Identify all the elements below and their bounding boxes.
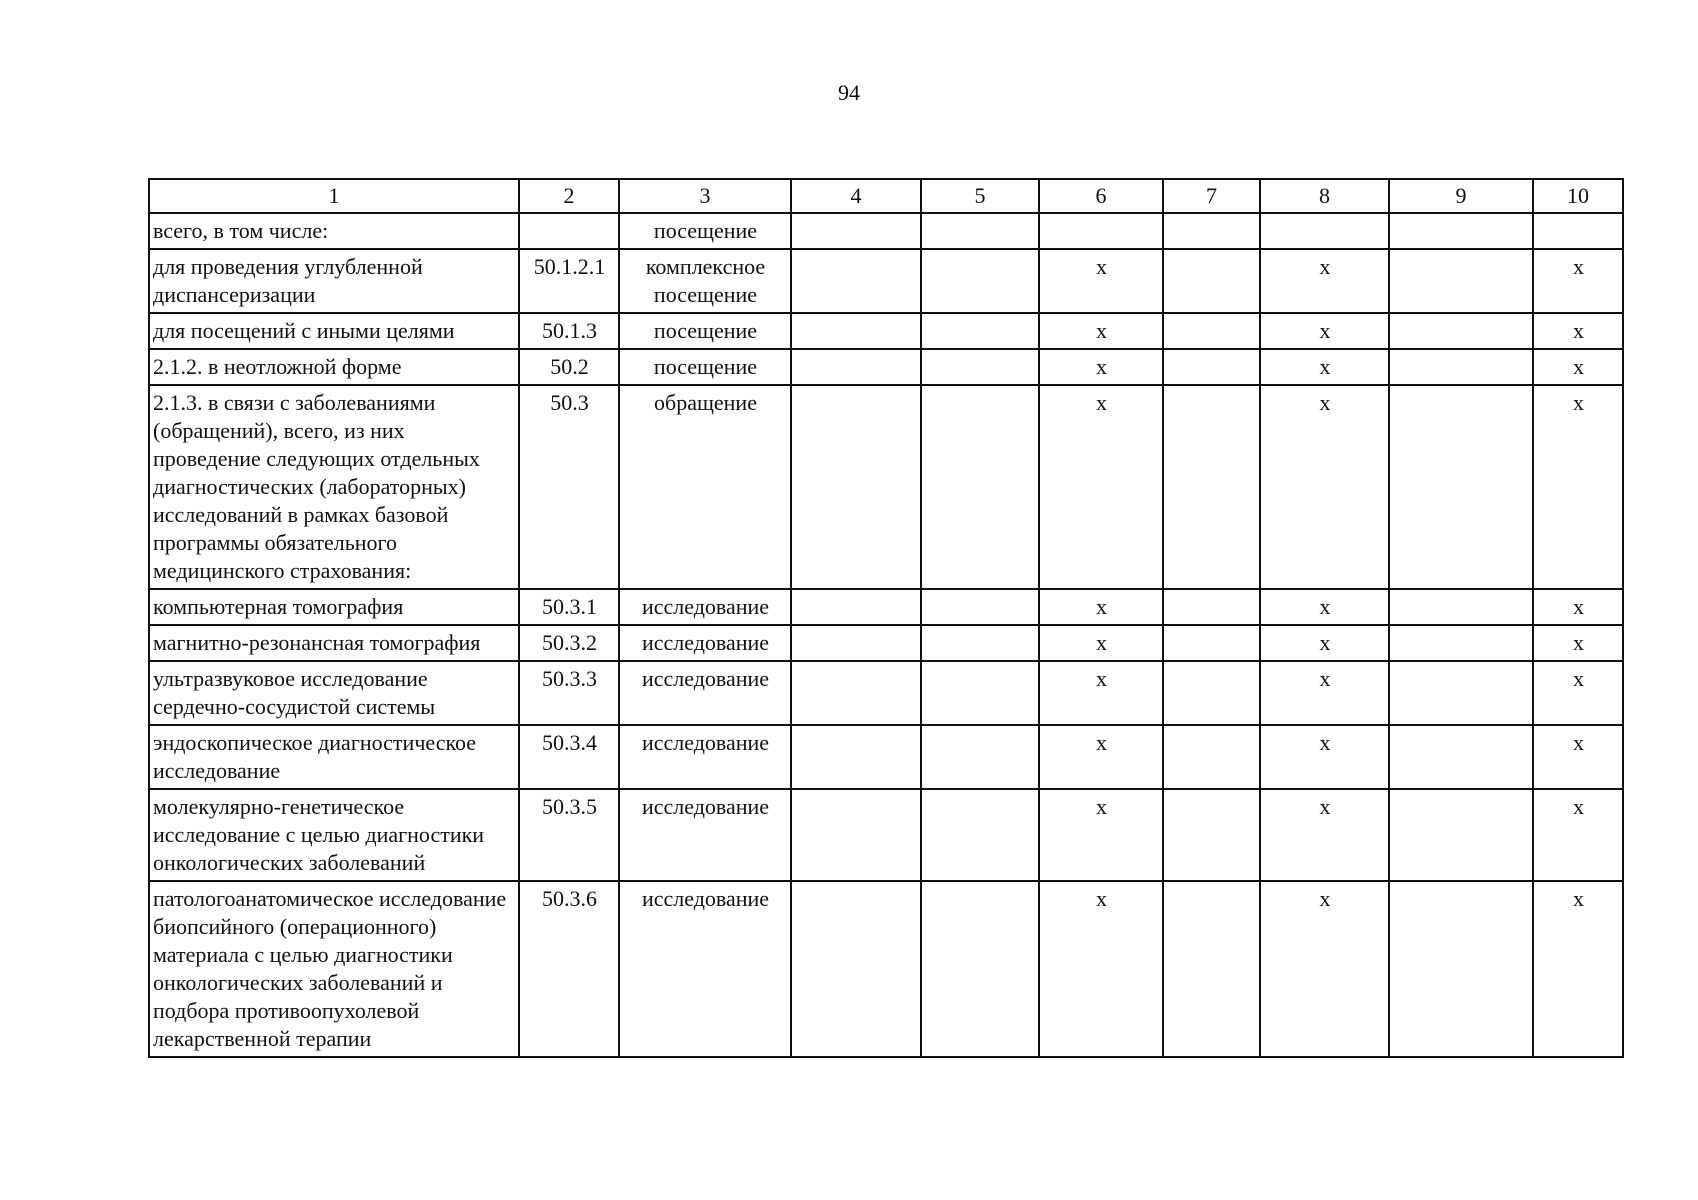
row-cell-col10: x <box>1533 385 1623 589</box>
row-cell-col4 <box>791 881 921 1057</box>
row-cell-col8: x <box>1260 589 1389 625</box>
row-cell-col6: x <box>1039 661 1163 725</box>
row-cell-col5 <box>921 313 1039 349</box>
row-cell-col10 <box>1533 213 1623 249</box>
table-row <box>149 789 1623 881</box>
row-cell-col6 <box>1039 213 1163 249</box>
header-row <box>149 179 1623 213</box>
row-cell-col8: x <box>1260 625 1389 661</box>
row-cell-col10: x <box>1533 589 1623 625</box>
row-cell-col6: x <box>1039 789 1163 881</box>
row-code-cell: 50.3.2 <box>519 625 619 661</box>
row-cell-col5 <box>921 881 1039 1057</box>
row-cell-col4 <box>791 661 921 725</box>
row-cell-col9 <box>1389 349 1533 385</box>
row-cell-col4 <box>791 725 921 789</box>
row-cell-col4 <box>791 249 921 313</box>
table-row <box>149 881 1623 1057</box>
column-header: 2 <box>519 179 619 213</box>
page-number: 94 <box>838 80 860 105</box>
table-row <box>149 349 1623 385</box>
table-row <box>149 625 1623 661</box>
row-cell-col9 <box>1389 789 1533 881</box>
row-cell-col7 <box>1163 313 1260 349</box>
row-code-cell: 50.1.2.1 <box>519 249 619 313</box>
row-cell-col9 <box>1389 881 1533 1057</box>
row-cell-col9 <box>1389 725 1533 789</box>
row-name-cell: ультразвуковое исследование сердечно-сосудистой системы <box>149 661 519 725</box>
row-cell-col10: x <box>1533 881 1623 1057</box>
row-cell-col4 <box>791 349 921 385</box>
table-row <box>149 313 1623 349</box>
row-cell-col8: x <box>1260 313 1389 349</box>
row-unit-cell: посещение <box>619 349 791 385</box>
row-code-cell: 50.3.4 <box>519 725 619 789</box>
row-cell-col10: x <box>1533 313 1623 349</box>
table-row <box>149 725 1623 789</box>
table-row <box>149 213 1623 249</box>
row-code-cell: 50.3 <box>519 385 619 589</box>
row-cell-col7 <box>1163 661 1260 725</box>
row-cell-col7 <box>1163 789 1260 881</box>
row-name-cell: эндоскопическое диагностическое исследование <box>149 725 519 789</box>
row-cell-col4 <box>791 313 921 349</box>
row-code-cell: 50.3.1 <box>519 589 619 625</box>
column-header: 8 <box>1260 179 1389 213</box>
row-code-cell: 50.1.3 <box>519 313 619 349</box>
row-cell-col8: x <box>1260 349 1389 385</box>
row-cell-col8: x <box>1260 249 1389 313</box>
row-cell-col9 <box>1389 313 1533 349</box>
column-header: 5 <box>921 179 1039 213</box>
row-cell-col7 <box>1163 213 1260 249</box>
row-cell-col8 <box>1260 213 1389 249</box>
row-cell-col7 <box>1163 725 1260 789</box>
row-cell-col6: x <box>1039 625 1163 661</box>
row-cell-col5 <box>921 249 1039 313</box>
row-unit-cell: исследование <box>619 881 791 1057</box>
table-row <box>149 661 1623 725</box>
row-cell-col10: x <box>1533 625 1623 661</box>
row-code-cell: 50.3.3 <box>519 661 619 725</box>
row-unit-cell: исследование <box>619 661 791 725</box>
row-cell-col4 <box>791 589 921 625</box>
row-cell-col6: x <box>1039 313 1163 349</box>
row-cell-col6: x <box>1039 249 1163 313</box>
row-name-cell: компьютерная томография <box>149 589 519 625</box>
row-unit-cell: исследование <box>619 625 791 661</box>
row-cell-col7 <box>1163 625 1260 661</box>
row-code-cell: 50.3.6 <box>519 881 619 1057</box>
table-body <box>149 213 1623 1057</box>
row-cell-col10: x <box>1533 725 1623 789</box>
column-header: 4 <box>791 179 921 213</box>
row-cell-col8: x <box>1260 661 1389 725</box>
row-cell-col6: x <box>1039 349 1163 385</box>
row-code-cell: 50.3.5 <box>519 789 619 881</box>
row-name-cell: 2.1.2. в неотложной форме <box>149 349 519 385</box>
column-header: 7 <box>1163 179 1260 213</box>
row-cell-col7 <box>1163 881 1260 1057</box>
row-cell-col9 <box>1389 625 1533 661</box>
row-cell-col10: x <box>1533 249 1623 313</box>
row-unit-cell: посещение <box>619 213 791 249</box>
row-unit-cell: обращение <box>619 385 791 589</box>
row-cell-col5 <box>921 349 1039 385</box>
table-row <box>149 385 1623 589</box>
row-code-cell: 50.2 <box>519 349 619 385</box>
row-cell-col6: x <box>1039 725 1163 789</box>
row-cell-col5 <box>921 213 1039 249</box>
row-name-cell: для посещений с иными целями <box>149 313 519 349</box>
column-header: 10 <box>1533 179 1623 213</box>
row-unit-cell: комплексное посещение <box>619 249 791 313</box>
row-unit-cell: исследование <box>619 789 791 881</box>
row-name-cell: для проведения углубленной диспансеризации <box>149 249 519 313</box>
row-cell-col5 <box>921 789 1039 881</box>
row-cell-col4 <box>791 385 921 589</box>
row-cell-col8: x <box>1260 725 1389 789</box>
table-row <box>149 249 1623 313</box>
row-cell-col4 <box>791 625 921 661</box>
row-cell-col9 <box>1389 249 1533 313</box>
row-unit-cell: посещение <box>619 313 791 349</box>
row-cell-col10: x <box>1533 661 1623 725</box>
row-cell-col7 <box>1163 589 1260 625</box>
column-header: 1 <box>149 179 519 213</box>
row-name-cell: молекулярно-генетическое исследование с целью диагностики онкологических заболеваний <box>149 789 519 881</box>
row-cell-col8: x <box>1260 881 1389 1057</box>
row-cell-col5 <box>921 589 1039 625</box>
row-cell-col8: x <box>1260 385 1389 589</box>
row-name-cell: всего, в том числе: <box>149 213 519 249</box>
data-table <box>148 178 1624 1058</box>
row-cell-col9 <box>1389 213 1533 249</box>
row-cell-col4 <box>791 213 921 249</box>
row-cell-col6: x <box>1039 589 1163 625</box>
row-cell-col7 <box>1163 249 1260 313</box>
row-cell-col7 <box>1163 349 1260 385</box>
row-cell-col5 <box>921 625 1039 661</box>
column-header: 9 <box>1389 179 1533 213</box>
row-cell-col10: x <box>1533 789 1623 881</box>
row-cell-col9 <box>1389 589 1533 625</box>
row-cell-col8: x <box>1260 789 1389 881</box>
row-cell-col5 <box>921 385 1039 589</box>
row-name-cell: 2.1.3. в связи с заболеваниями (обращений), всего, из них проведение следующих отдельных диагностических (лабораторных) исследований в рамках базовой программы обязательного медицинского страхования: <box>149 385 519 589</box>
row-cell-col5 <box>921 725 1039 789</box>
row-code-cell <box>519 213 619 249</box>
column-header: 6 <box>1039 179 1163 213</box>
row-unit-cell: исследование <box>619 725 791 789</box>
row-cell-col6: x <box>1039 385 1163 589</box>
row-cell-col6: x <box>1039 881 1163 1057</box>
row-cell-col10: x <box>1533 349 1623 385</box>
row-cell-col9 <box>1389 385 1533 589</box>
column-header: 3 <box>619 179 791 213</box>
row-name-cell: магнитно-резонансная томография <box>149 625 519 661</box>
row-cell-col5 <box>921 661 1039 725</box>
table-row <box>149 589 1623 625</box>
row-cell-col4 <box>791 789 921 881</box>
row-cell-col7 <box>1163 385 1260 589</box>
row-cell-col9 <box>1389 661 1533 725</box>
row-unit-cell: исследование <box>619 589 791 625</box>
row-name-cell: патологоанатомическое исследование биопсийного (операционного) материала с целью диагностики онкологических заболеваний и подбора противоопухолевой лекарственной терапии <box>149 881 519 1057</box>
